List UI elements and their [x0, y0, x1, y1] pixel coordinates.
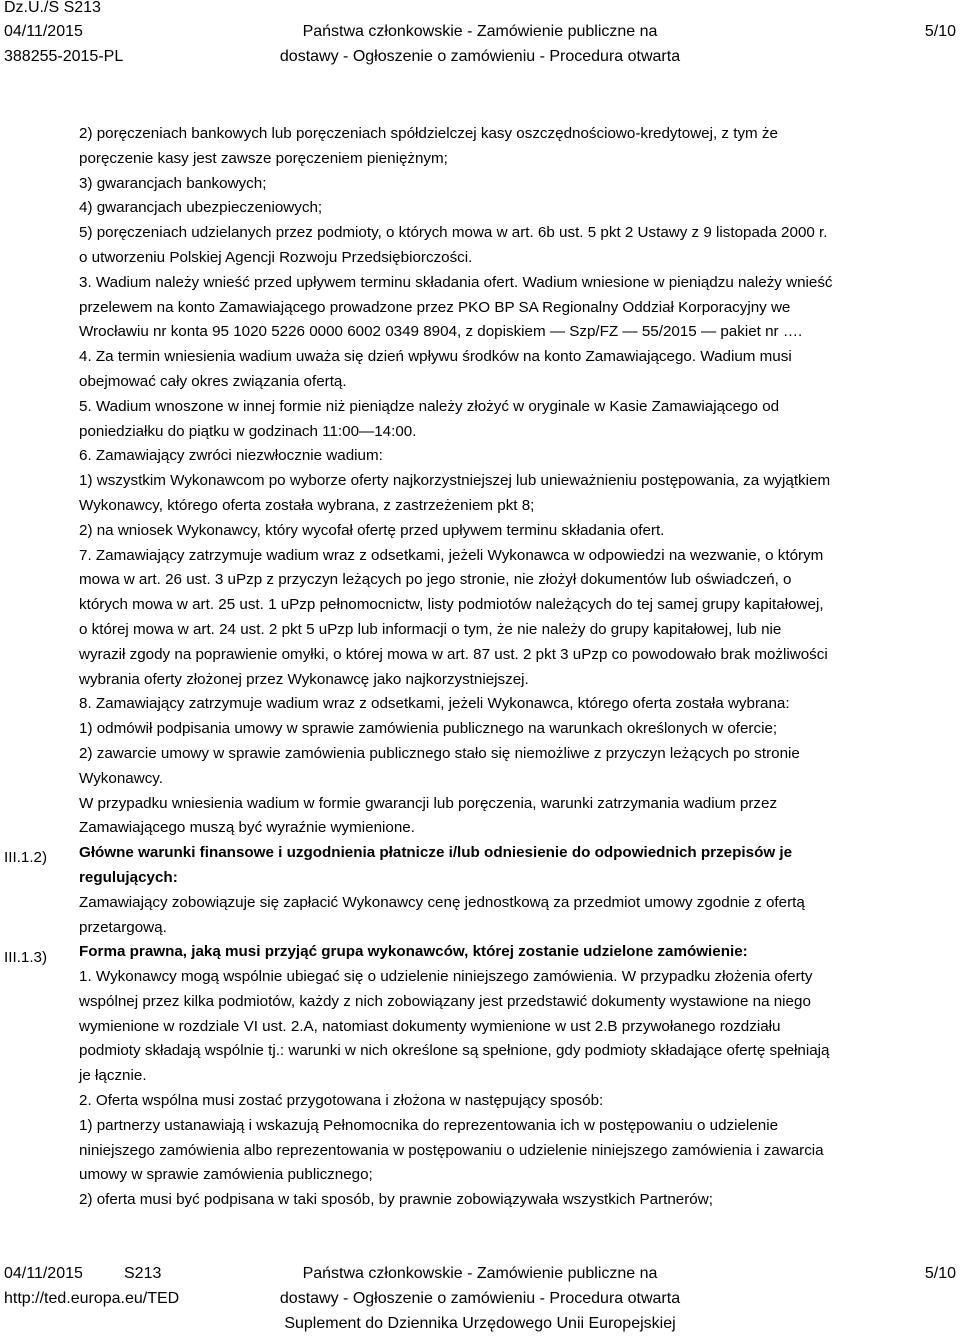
header-ref: 388255-2015-PL: [4, 48, 124, 65]
header-title-line1: Państwa członkowskie - Zamówienie publiczne na: [302, 23, 658, 40]
page-header: [0, 0, 960, 74]
section-number-313: III.1.3): [4, 949, 48, 966]
text-line: umowy w sprawie zamówienia publicznego;: [79, 1166, 373, 1184]
text-line: których mowa w art. 25 ust. 1 uPzp pełnomocnictw, listy podmiotów należących do tej samej grupy kapitałowej,: [79, 596, 824, 614]
text-line: 8. Zamawiający zatrzymuje wadium wraz z odsetkami, jeżeli Wykonawca, którego oferta została wybrana:: [79, 695, 790, 713]
text-line: je łącznie.: [79, 1067, 147, 1085]
text-line: poniedziałku do piątku w godzinach 11:00—14:00.: [79, 422, 417, 440]
text-line: podmioty składają wspólnie tj.: warunki w nich określone są spełnione, gdy podmioty składające ofertę spełniają: [79, 1042, 830, 1060]
text-line: Wrocławiu nr konta 95 1020 5226 0000 6002 0349 8904, z dopiskiem — Szp/FZ — 55/2015 — pakiet nr ….: [79, 323, 803, 341]
text-line: 5) poręczeniach udzielanych przez podmioty, o których mowa w art. 6b ust. 5 pkt 2 Ustawy z 9 listopada 2000 r.: [79, 224, 828, 242]
text-line: 1) odmówił podpisania umowy w sprawie zamówienia publicznego na warunkach określonych w ofercie;: [79, 720, 778, 738]
text-line: Wykonawcy.: [79, 769, 163, 787]
header-page-number: 5/10: [924, 23, 956, 40]
text-line: 1) wszystkim Wykonawcom po wyborze oferty najkorzystniejszej lub unieważnieniu postępowania, za wyjątkiem: [79, 472, 831, 490]
section-312-text-line2: przetargową.: [79, 918, 167, 936]
text-line: Wykonawcy, którego oferta została wybrana, z zastrzeżeniem pkt 8;: [79, 496, 535, 514]
text-line: wybrania oferty złożonej przez Wykonawcę jako najkorzystniejszej.: [79, 670, 529, 688]
text-line: Zamawiającego muszą być wyraźnie wymienione.: [79, 819, 415, 837]
text-line: 4) gwarancjach ubezpieczeniowych;: [79, 199, 323, 217]
document-body: [79, 122, 957, 1213]
footer-url[interactable]: http://ted.europa.eu/TED: [4, 1290, 180, 1307]
text-line: mowa w art. 26 ust. 3 uPzp z przyczyn leżących po jego stronie, nie złożył dokumentów lub oświadczeń, o: [79, 571, 792, 589]
text-line: wyraził zgody na poprawienie omyłki, o której mowa w art. 87 ust. 2 pkt 3 uPzp co powodowało brak możliwości: [79, 645, 828, 663]
text-line: 2) zawarcie umowy w sprawie zamówienia publicznego stało się niemożliwe z przyczyn leżących po stronie: [79, 744, 800, 762]
section-number-312: III.1.2): [4, 849, 48, 866]
text-line: 2) poręczeniach bankowych lub poręczeniach spółdzielczej kasy oszczędnościowo-kredytowej, z tym że: [79, 125, 778, 142]
text-line: przelewem na konto Zamawiającego prowadzone przez PKO BP SA Regionalny Oddział Korporacyjny we: [79, 298, 791, 316]
footer-series: S213: [124, 1265, 162, 1282]
section-312-heading-line2: regulujących:: [79, 868, 178, 886]
section-313-heading: Forma prawna, jaką musi przyjąć grupa wykonawców, której zostanie udzielone zamówienie:: [79, 943, 748, 961]
text-line: 1) partnerzy ustanawiają i wskazują Pełnomocnika do reprezentowania ich w postępowaniu o udzielenie: [79, 1116, 779, 1134]
text-line: poręczenie kasy jest zawsze poręczeniem pieniężnym;: [79, 149, 448, 167]
text-line: 5. Wadium wnoszone w innej formie niż pieniądze należy złożyć w oryginale w Kasie Zamawiającego od: [79, 397, 780, 415]
footer-title-line1: Państwa członkowskie - Zamówienie publiczne na: [302, 1265, 658, 1282]
text-line: 2) na wniosek Wykonawcy, który wycofał ofertę przed upływem terminu składania ofert.: [79, 521, 665, 539]
text-line: wspólnej przez kilka podmiotów, każdy z nich zobowiązany jest przedstawić dokumenty wystawione na niego: [79, 992, 811, 1010]
text-line: 7. Zamawiający zatrzymuje wadium wraz z odsetkami, jeżeli Wykonawca w odpowiedzi na wezwanie, o którym: [79, 546, 824, 564]
text-line: 3) gwarancjach bankowych;: [79, 174, 267, 192]
footer-date: 04/11/2015: [4, 1265, 83, 1282]
text-line: wymienione w rozdziale VI ust. 2.A, natomiast dokumenty wymienione w ust 2.B przywołanego rozdziału: [79, 1017, 781, 1035]
wadium-text: [79, 122, 957, 841]
page-footer: [0, 1262, 960, 1334]
text-line: niniejszego zamówienia albo reprezentowania w postępowaniu o udzielenie niniejszego zamówienia i zawarcia: [79, 1141, 824, 1159]
section-312-text-line1: Zamawiający zobowiązuje się zapłacić Wykonawcy cenę jednostkową za przedmiot umowy zgodnie z ofertą: [79, 893, 805, 911]
text-line: 2) oferta musi być podpisana w taki sposób, by prawnie zobowiązywała wszystkich Partnerów;: [79, 1191, 713, 1209]
text-line: o której mowa w art. 24 ust. 2 pkt 5 uPzp lub informacji o tym, że nie należy do grupy kapitałowej, lub nie: [79, 620, 782, 638]
header-title-line2: dostawy - Ogłoszenie o zamówieniu - Procedura otwarta: [279, 48, 681, 65]
section-313-text: [79, 965, 957, 1213]
footer-page-number: 5/10: [924, 1265, 956, 1282]
footer-title-line3: Suplement do Dziennika Urzędowego Unii Europejskiej: [284, 1315, 676, 1332]
text-line: 6. Zamawiający zwróci niezwłocznie wadium:: [79, 447, 383, 465]
text-line: 2. Oferta wspólna musi zostać przygotowana i złożona w następujący sposób:: [79, 1092, 604, 1110]
doc-type: Dz.U./S S213: [4, 0, 101, 16]
text-line: 1. Wykonawcy mogą wspólnie ubiegać się o udzielenie niniejszego zamówienia. W przypadku złożenia oferty: [79, 968, 813, 986]
text-line: 4. Za termin wniesienia wadium uważa się dzień wpływu środków na konto Zamawiającego. Wadium musi: [79, 348, 792, 366]
text-line: o utworzeniu Polskiej Agencji Rozwoju Przedsiębiorczości.: [79, 248, 473, 266]
footer-title-line2: dostawy - Ogłoszenie o zamówieniu - Procedura otwarta: [279, 1290, 681, 1307]
text-line: obejmować cały okres związania ofertą.: [79, 372, 347, 390]
text-line: 3. Wadium należy wnieść przed upływem terminu składania ofert. Wadium wniesione w pieniądzu należy wnieść: [79, 273, 833, 291]
section-312-heading-line1: Główne warunki finansowe i uzgodnienia płatnicze i/lub odniesienie do odpowiednich przepisów je: [79, 844, 793, 862]
header-date: 04/11/2015: [4, 23, 83, 40]
text-line: W przypadku wniesienia wadium w formie gwarancji lub poręczenia, warunki zatrzymania wadium przez: [79, 794, 778, 812]
